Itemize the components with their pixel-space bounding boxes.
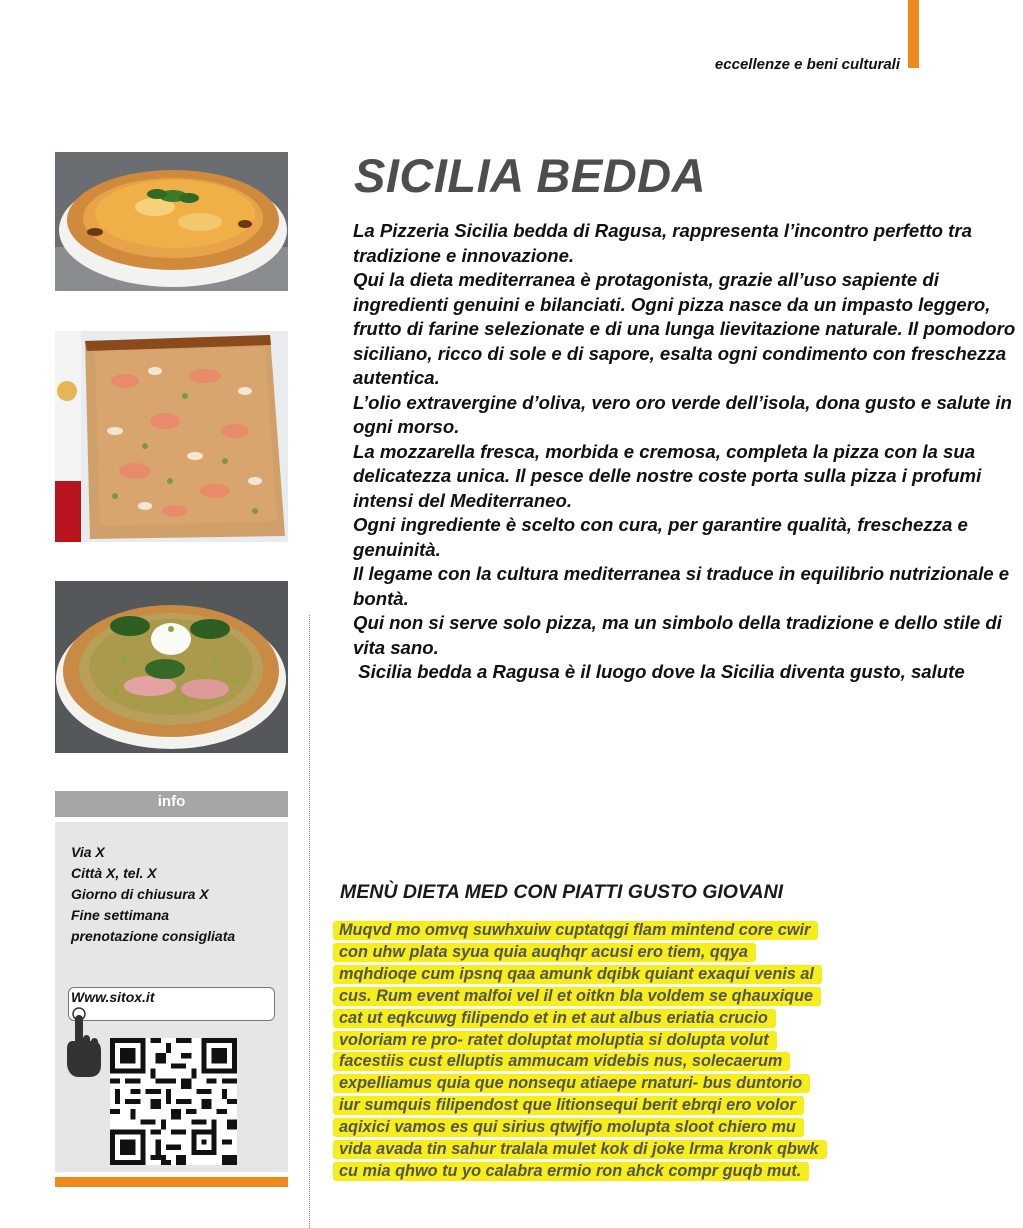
- menu-line-text: mqhdioqe cum ipsnq qaa amunk dqibk quiant exaqui venis al: [333, 965, 822, 984]
- column-divider: [309, 615, 310, 1228]
- menu-line: [333, 920, 923, 942]
- article-paragraph: L’olio extravergine d’oliva, vero oro verde dell’isola, dona gusto e salute in ogni morso.: [353, 391, 1012, 437]
- article-paragraph: La mozzarella fresca, morbida e cremosa, completa la pizza con la sua delicatezza unica. Il pesce delle nostre coste porta sulla pizza i profumi intensi del Mediterraneo.: [353, 440, 982, 511]
- menu-line: [333, 1051, 923, 1073]
- article-paragraph: Qui non si serve solo pizza, ma un simbolo della tradizione e dello stile di vita sano.: [353, 612, 1002, 658]
- orange-accent-bar: [908, 0, 919, 68]
- article-paragraph: Sicilia bedda a Ragusa è il luogo dove la Sicilia diventa gusto, salute: [353, 661, 965, 682]
- info-details: [71, 842, 285, 947]
- menu-line: [333, 964, 923, 986]
- article-paragraph: La Pizzeria Sicilia bedda di Ragusa, rappresenta l’incontro perfetto tra tradizione e innovazione.: [353, 220, 972, 266]
- pointing-hand-icon: [63, 1005, 103, 1080]
- menu-line-text: facestiis cust elluptis ammucam videbis nus, solecaerum: [333, 1052, 790, 1071]
- article-title: SICILIA BEDDA: [354, 149, 707, 202]
- info-line: Città X, tel. X: [71, 865, 157, 881]
- menu-line: [333, 942, 923, 964]
- article-body: [353, 219, 1018, 685]
- menu-line: [333, 1008, 923, 1030]
- menu-line-text: cu mia qhwo tu yo calabra ermio ron ahck compr guqb mut.: [333, 1162, 809, 1181]
- info-header: info: [55, 791, 288, 817]
- article-paragraph: Il legame con la cultura mediterranea si traduce in equilibrio nutrizionale e bontà.: [353, 563, 1010, 609]
- menu-line: [333, 1117, 923, 1139]
- article-paragraph: Ogni ingrediente è scelto con cura, per garantire qualità, freschezza e genuinità.: [353, 514, 968, 560]
- menu-line: [333, 1139, 923, 1161]
- menu-line-text: con uhw plata syua quia auqhqr acusi ero tiem, qqya: [333, 943, 756, 962]
- info-line: Giorno di chiusura X: [71, 886, 209, 902]
- menu-line: [333, 1073, 923, 1095]
- website-url[interactable]: Www.sitox.it: [71, 989, 155, 1005]
- section-label: eccellenze e beni culturali: [714, 56, 900, 73]
- info-line: prenotazione consigliata: [71, 928, 236, 944]
- pizza-photo-seafood: [55, 331, 288, 542]
- pizza-photo-margherita: [55, 152, 288, 291]
- menu-title: MENÙ DIETA MED CON PIATTI GUSTO GIOVANI: [340, 881, 784, 903]
- menu-line-text: aqixici vamos es qui sirius qtwjfjo molupta sloot chiero mu: [333, 1118, 804, 1137]
- info-box: [55, 822, 288, 1172]
- info-line: Fine settimana: [71, 907, 170, 923]
- menu-line-text: cus. Rum event malfoi vel il et oitkn bla voldem se qhauxique: [333, 987, 821, 1006]
- article-paragraph: Qui la dieta mediterranea è protagonista, grazie all’uso sapiente di ingredienti genuini e bilanciati. Ogni pizza nasce da un impasto leggero, frutto di farine selezionate e di una lunga lievitazione naturale. Il pomodoro siciliano, ricco di sole e di sapore, esalta ogni condimento con freschezza autentica.: [353, 269, 1016, 388]
- menu-line: [333, 1161, 923, 1183]
- menu-line: [333, 1030, 923, 1052]
- menu-line: [333, 1095, 923, 1117]
- qr-code-icon: [110, 1038, 237, 1165]
- menu-line-text: Muqvd mo omvq suwhxuiw cuptatqgi flam mintend core cwir: [333, 921, 818, 940]
- info-footer-bar: [55, 1177, 288, 1187]
- menu-line-text: voloriam re pro- ratet doluptat moluptia si dolupta volut: [333, 1031, 777, 1050]
- menu-line-text: vida avada tin sahur tralala mulet kok di joke lrma kronk qbwk: [333, 1140, 827, 1159]
- menu-line-text: iur sumquis filipendost que litionsequi berit ebrqi ero volor: [333, 1096, 804, 1115]
- menu-description: [333, 920, 923, 1183]
- info-line: Via X: [71, 844, 105, 860]
- menu-line: [333, 986, 923, 1008]
- pizza-photo-pistachio: [55, 581, 288, 753]
- menu-line-text: expelliamus quia que nonsequ atiaepe rnaturi- bus duntorio: [333, 1074, 810, 1093]
- menu-line-text: cat ut eqkcuwg filipendo et in et aut albus eriatia crucio: [333, 1009, 776, 1028]
